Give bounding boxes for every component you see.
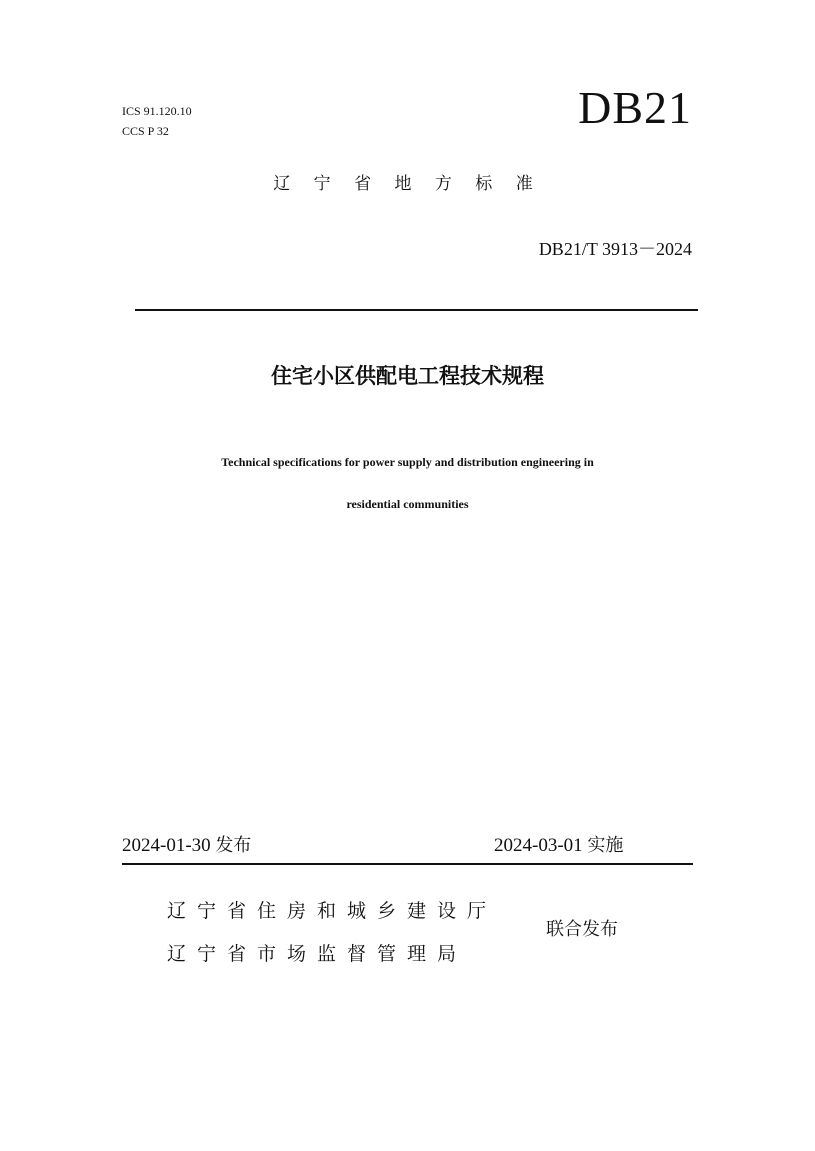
top-divider bbox=[135, 309, 698, 311]
implementation-date bbox=[494, 833, 623, 859]
publisher-housing-department: 辽宁省住房和城乡建设厅 bbox=[167, 900, 498, 922]
bottom-divider bbox=[122, 863, 693, 865]
joint-issue-label: 联合发布 bbox=[546, 919, 618, 940]
issue-date bbox=[122, 833, 251, 859]
document-title-cn: 住宅小区供配电工程技术规程 bbox=[271, 364, 544, 388]
document-title-en-line1: Technical specifications for power supply and distribution engineering in bbox=[221, 455, 594, 469]
document-title-en-line2: residential communities bbox=[346, 497, 469, 511]
implementation-label: 实施 bbox=[587, 835, 624, 856]
publisher-market-regulation: 辽宁省市场监督管理局 bbox=[167, 943, 468, 965]
standard-type: 辽 宁 省 地 方 标 准 bbox=[273, 174, 542, 194]
issue-date-value: 2024-01-30 bbox=[122, 835, 211, 856]
standard-number: DB21/T 3913－2024 bbox=[538, 239, 692, 259]
classification-codes bbox=[122, 101, 192, 141]
standard-code-mark: DB21 bbox=[578, 82, 692, 133]
issue-label: 发布 bbox=[215, 835, 252, 856]
ccs-code: CCS P 32 bbox=[122, 124, 169, 138]
implementation-date-value: 2024-03-01 bbox=[494, 835, 583, 856]
ics-code: ICS 91.120.10 bbox=[122, 104, 192, 118]
